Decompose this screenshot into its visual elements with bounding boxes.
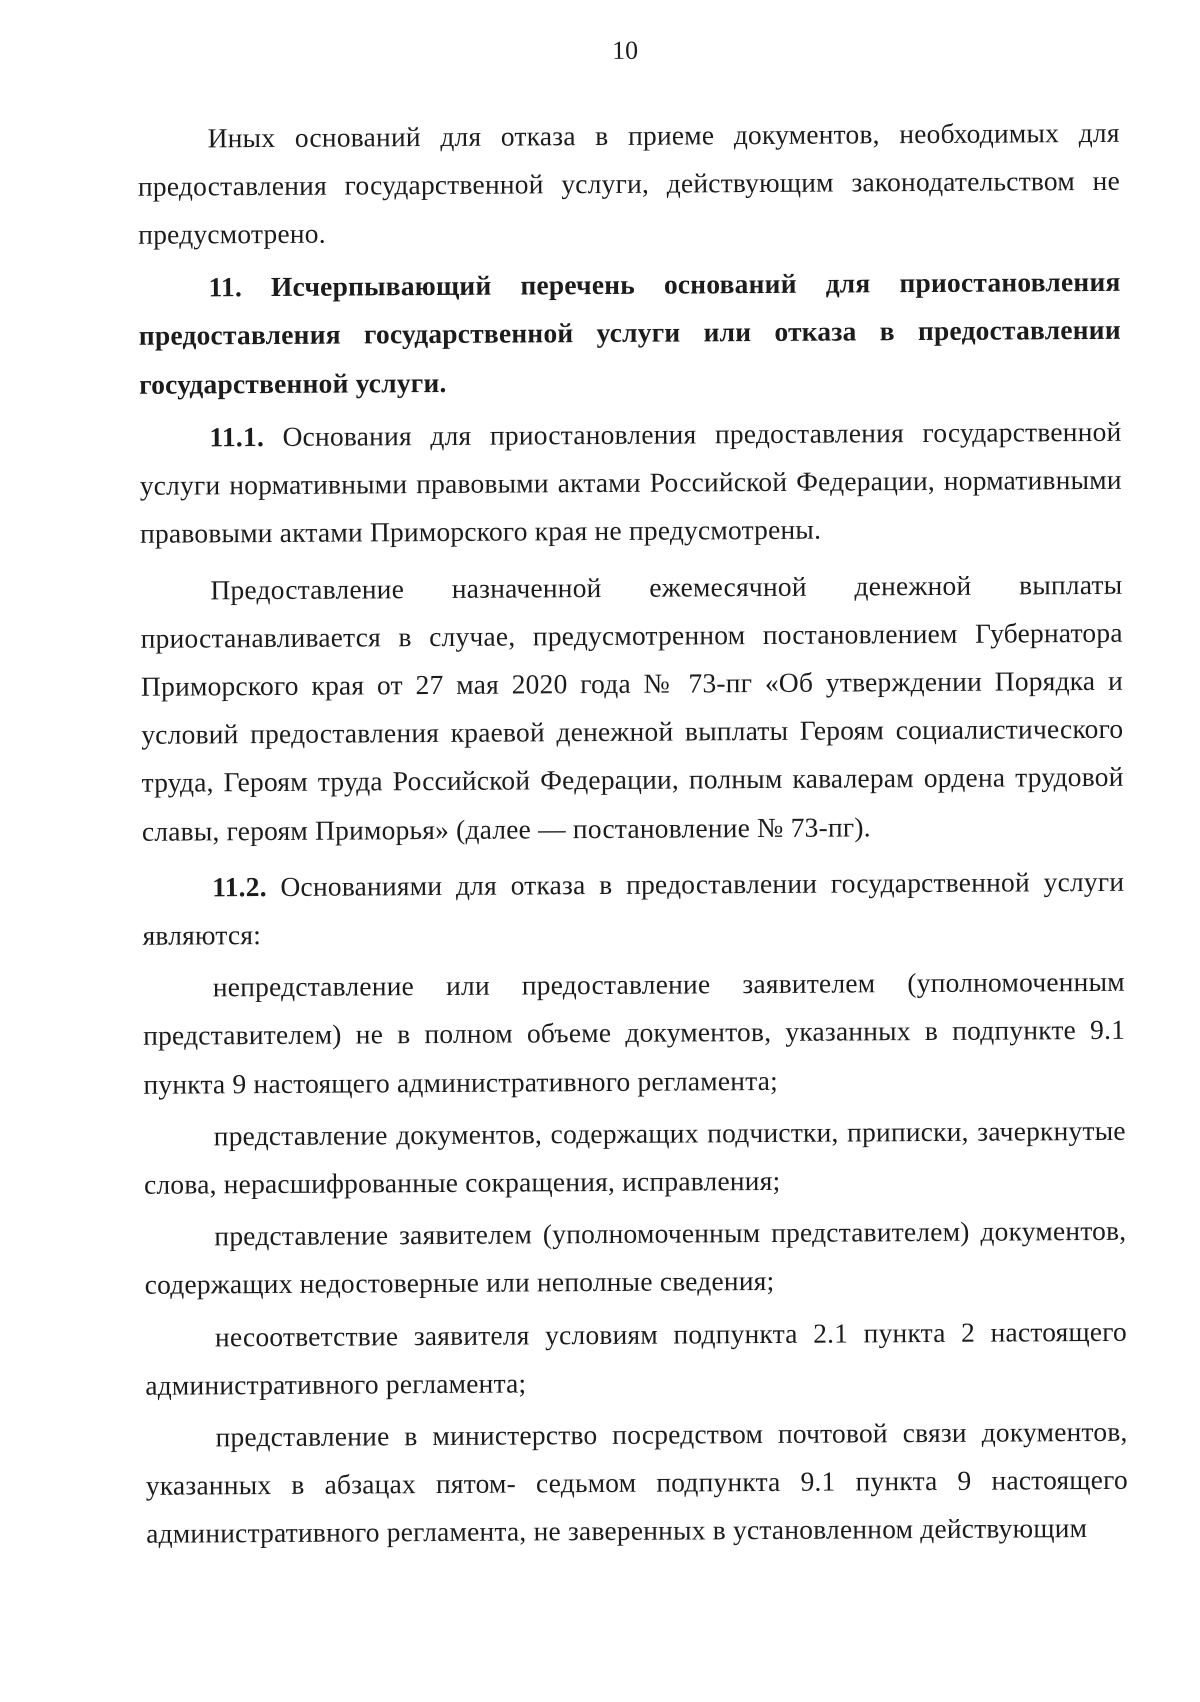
list-item-refusal-1 [143, 958, 1126, 1109]
paragraph-text: Основаниями для отказа в предоставлении государственной услуги являются: [142, 865, 1125, 951]
heading-text: 11. Исчерпывающий перечень оснований для приостановления предоставления государственной услуги или отказа в предоставлении государственной услуги. [138, 265, 1121, 401]
paragraph-text: Иных оснований для отказа в приеме документов, необходимых для предоставления государственной услуги, действующим законодательством не предусмотрено. [137, 116, 1121, 251]
paragraph-text: Предоставление назначенной ежемесячной денежной выплаты приостанавливается в случае, предусмотренном постановлением Губернатора Приморского края от 27 мая 2020 года № 73-пг «Об утверждении Порядка и условий предоставления краевой денежной выплаты Героям социалистического труда, Героям труда Российской Федерации, полным кавалерам ордена трудовой славы, героям Приморья» (далее — постановление № 73-пг). [140, 568, 1124, 847]
list-item-text: непредставление или предоставление заявителем (уполномоченным представителем) не в полном объеме документов, указанных в подпункте 9.1 пункта 9 настоящего административного регламента; [143, 966, 1126, 1100]
document-body [138, 109, 1129, 1559]
paragraph-11-1 [139, 408, 1122, 559]
list-item-text: несоответствие заявителя условиям подпункта 2.1 пункта 2 настоящего административного регламента; [145, 1315, 1128, 1401]
list-item-text: представление заявителем (уполномоченным представителем) документов, содержащих недостоверные или неполные сведения; [144, 1215, 1127, 1301]
clause-number: 11.1. [209, 421, 265, 453]
paragraph-other-grounds [138, 109, 1121, 260]
paragraph-text: Основания для приостановления предоставления государственной услуги нормативными правовыми актами Российской Федерации, нормативными правовыми актами Приморского края не предусмотрены. [139, 415, 1122, 550]
section-heading-11 [138, 257, 1121, 409]
paragraph-suspension [140, 560, 1124, 855]
list-item-text: представление в министерство посредством почтовой связи документов, указанных в абзацах пятом- седьмом подпункта 9.1 пункта 9 настоящего административного регламента, не заверенных в установленном действующим [145, 1415, 1128, 1550]
list-item-refusal-4 [145, 1307, 1128, 1409]
page-number: 10 [612, 35, 639, 65]
clause-number: 11.2. [212, 870, 267, 903]
list-item-refusal-2 [144, 1107, 1127, 1209]
list-item-refusal-3 [144, 1207, 1127, 1309]
paragraph-11-2 [142, 858, 1125, 960]
list-item-text: представление документов, содержащих подчистки, приписки, зачеркнутые слова, нерасшифрованные сокращения, исправления; [143, 1114, 1126, 1200]
list-item-refusal-5 [145, 1408, 1128, 1559]
